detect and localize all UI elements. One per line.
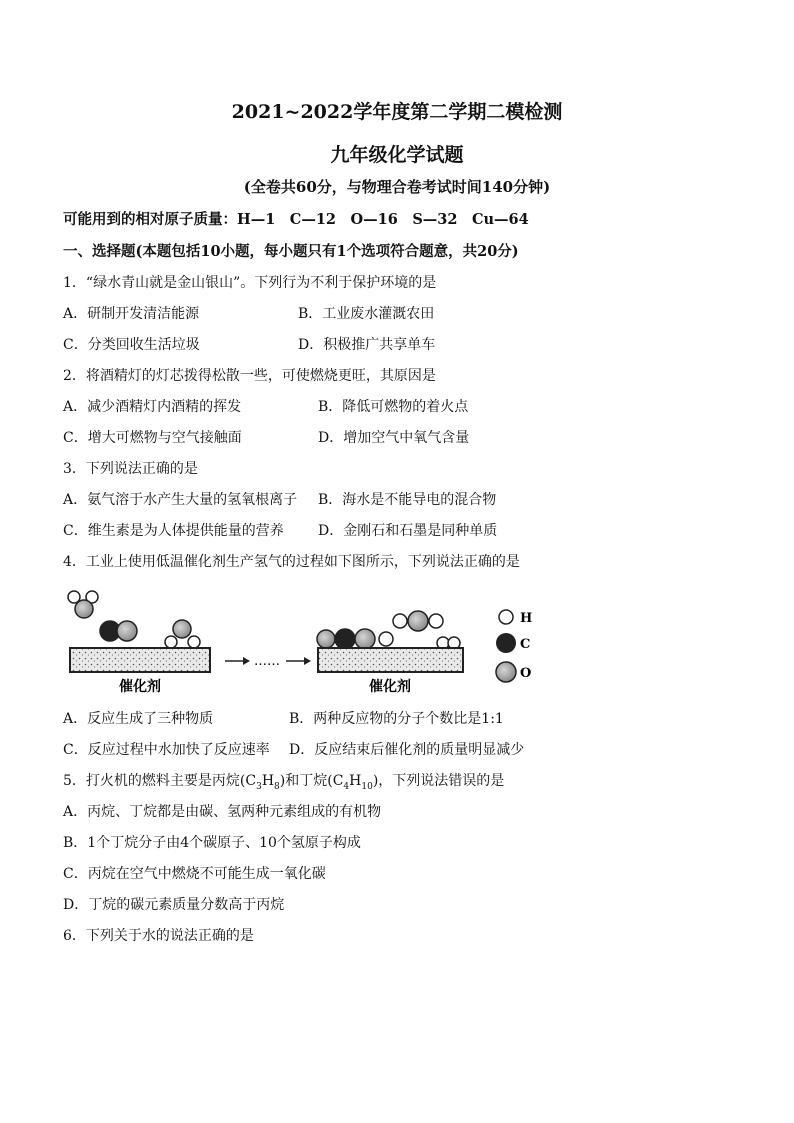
question-3-option-c: C．维生素是为人体提供能量的营养 xyxy=(63,523,284,539)
catalyst-bar-right xyxy=(318,648,463,672)
question-4-stem: 4．工业上使用低温催化剂生产氢气的过程如下图所示，下列说法正确的是 xyxy=(63,554,520,570)
exam-note: (全卷共60分，与物理合卷考试时间140分钟) xyxy=(243,178,551,196)
molecules-right-surface xyxy=(317,629,393,649)
question-1-option-b: B．工业废水灌溉农田 xyxy=(298,306,435,322)
question-1-option-d: D．积极推广共享单车 xyxy=(298,337,436,353)
question-5-option-d: D．丁烷的碳元素质量分数高于丙烷 xyxy=(63,897,285,913)
question-1-stem: 1．“绿水青山就是金山银山”。下列行为不利于保护环境的是 xyxy=(63,275,437,291)
co-molecule-left xyxy=(100,621,137,641)
q5-stem-pre: 5．打火机的燃料主要是丙烷(C xyxy=(63,773,257,789)
legend-h-label: H xyxy=(520,611,533,626)
question-2-option-b: B．降低可燃物的着火点 xyxy=(318,399,469,415)
molecules-right-top xyxy=(393,611,460,649)
process-dots: …… xyxy=(254,654,280,669)
question-4-option-c: C．反应过程中水加快了反应速率 xyxy=(63,742,270,758)
question-3-option-d: D．金刚石和石墨是同种单质 xyxy=(318,523,498,539)
arrow-icon xyxy=(225,657,250,665)
legend xyxy=(496,610,532,682)
question-4-option-a: A．反应生成了三种物质 xyxy=(63,711,214,727)
water-molecule-left xyxy=(68,591,98,618)
legend-o-label: O xyxy=(520,666,532,681)
question-1-option-a: A．研制开发清洁能源 xyxy=(63,306,200,322)
q5-sub-1: 3 xyxy=(256,781,262,792)
atomic-masses: 可能用到的相对原子质量：H—1 C—12 O—16 S—32 Cu—64 xyxy=(63,211,529,228)
question-2-stem: 2．将酒精灯的灯芯拨得松散一些，可使燃烧更旺，其原因是 xyxy=(63,368,436,384)
question-2-option-c: C．增大可燃物与空气接触面 xyxy=(63,430,242,446)
question-3-option-b: B．海水是不能导电的混合物 xyxy=(318,492,497,508)
q5-sub-4: 10 xyxy=(361,781,373,792)
exam-title: 2021~2022学年度第二学期二模检测 xyxy=(231,101,563,123)
exam-subtitle: 九年级化学试题 xyxy=(330,144,464,166)
question-6-stem: 6．下列关于水的说法正确的是 xyxy=(63,928,254,944)
arrow-icon-2 xyxy=(286,657,311,665)
question-5-option-a: A．丙烷、丁烷都是由碳、氢两种元素组成的有机物 xyxy=(63,804,382,820)
q5-sub-2: 8 xyxy=(274,781,280,792)
question-5-option-b: B．1个丁烷分子由4个碳原子、10个氢原子构成 xyxy=(63,835,361,851)
catalyst-reaction-figure xyxy=(60,585,550,697)
q5-stem-mid3: H xyxy=(349,773,362,789)
question-4-option-d: D．反应结束后催化剂的质量明显减少 xyxy=(289,742,525,758)
legend-c-icon xyxy=(496,633,516,653)
q5-stem-mid2: )和丁烷(C xyxy=(279,773,344,789)
q5-stem-post: )，下列说法错误的是 xyxy=(372,773,505,789)
question-2-option-a: A．减少酒精灯内酒精的挥发 xyxy=(63,399,242,415)
legend-h-icon xyxy=(499,610,513,624)
legend-c-label: C xyxy=(520,637,531,652)
question-2-option-d: D．增加空气中氧气含量 xyxy=(318,430,470,446)
question-3-option-a: A．氨气溶于水产生大量的氢氧根离子 xyxy=(63,492,298,508)
catalyst-label-left: 催化剂 xyxy=(119,679,161,695)
catalyst-label-right: 催化剂 xyxy=(369,679,411,695)
question-5-stem xyxy=(63,770,504,792)
legend-o-icon xyxy=(496,662,516,682)
question-5-option-c: C．丙烷在空气中燃烧不可能生成一氧化碳 xyxy=(63,866,326,882)
question-3-stem: 3．下列说法正确的是 xyxy=(63,461,198,477)
catalyst-bar-left xyxy=(70,648,210,672)
question-1-option-c: C．分类回收生活垃圾 xyxy=(63,337,200,353)
q5-stem-mid1: H xyxy=(261,773,275,789)
water-molecule-left-surface xyxy=(165,620,200,648)
q5-sub-3: 4 xyxy=(343,781,350,792)
question-4-option-b: B．两种反应物的分子个数比是1:1 xyxy=(289,711,504,727)
section-title: 一、选择题(本题包括10小题，每小题只有1个选项符合题意，共20分) xyxy=(63,243,519,260)
